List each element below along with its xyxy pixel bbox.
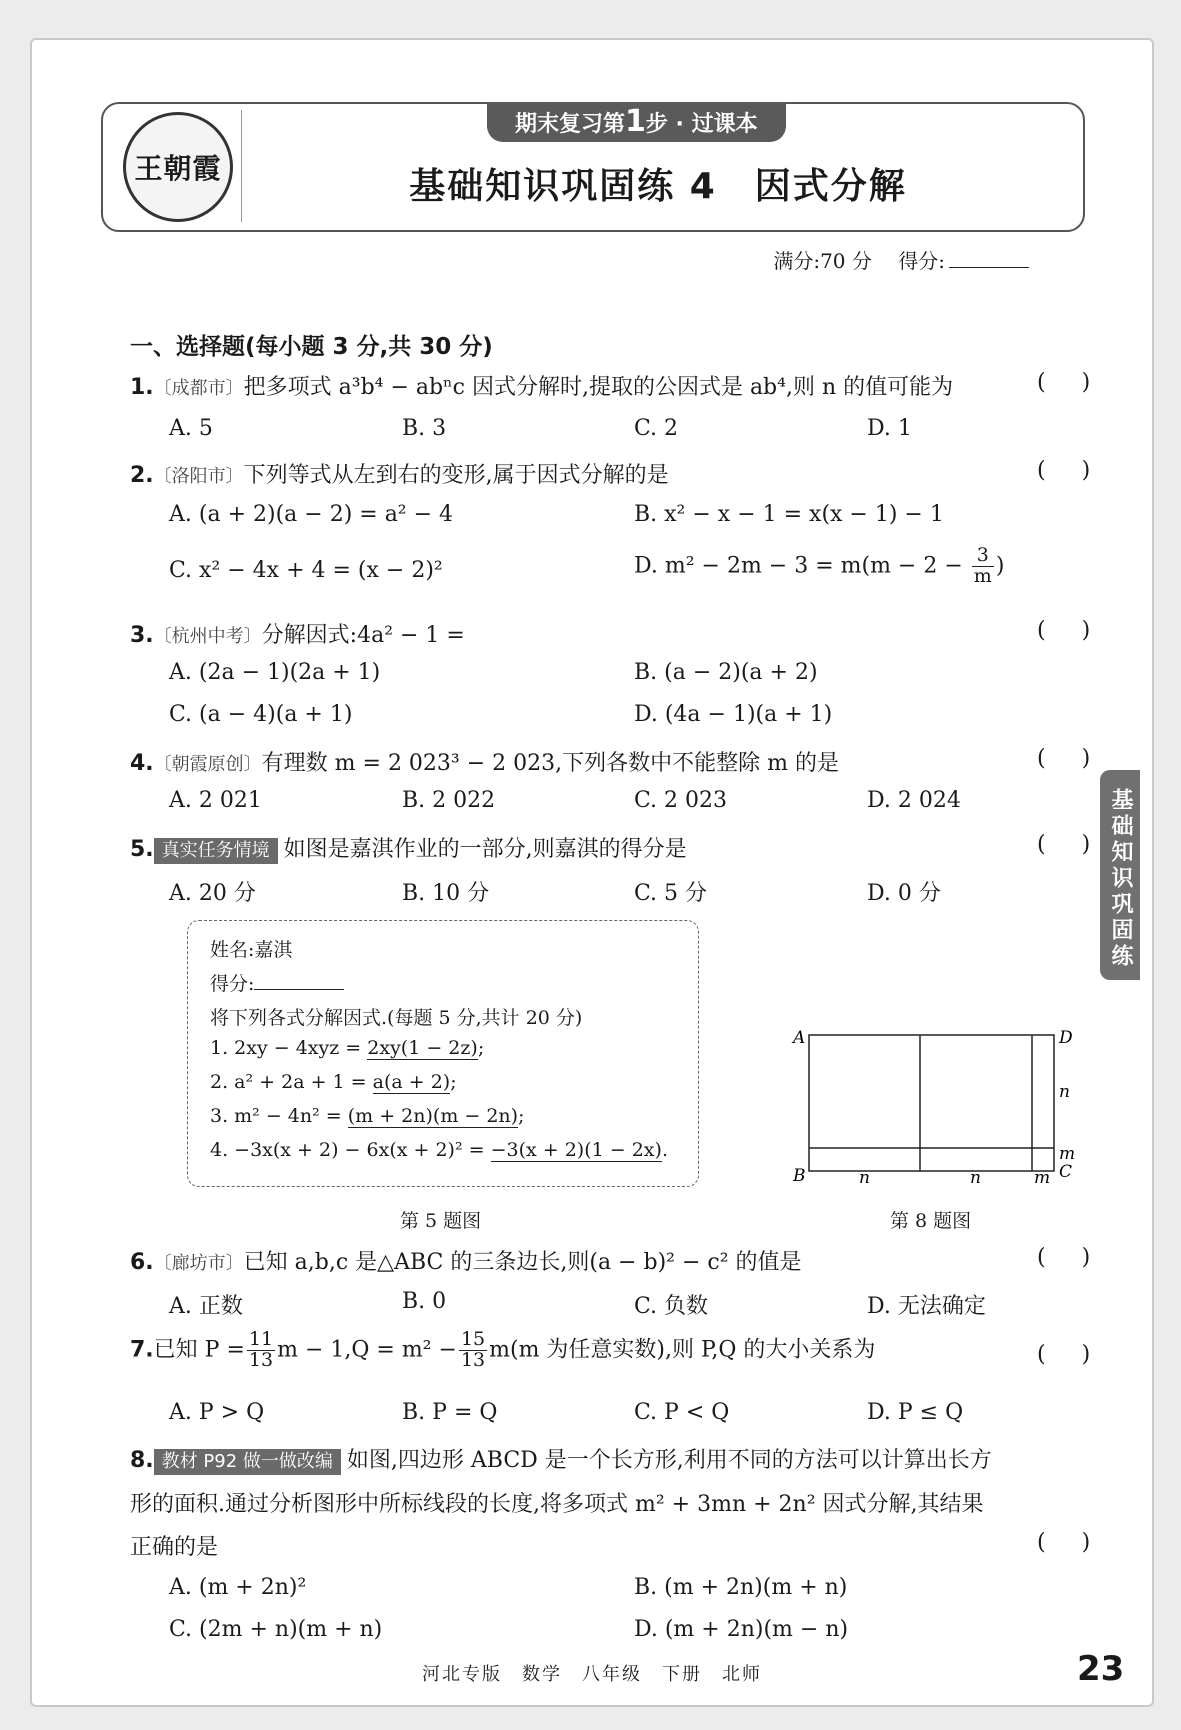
header-box [101, 102, 1085, 232]
question-number: 5. [130, 837, 154, 862]
option-b: B. 2 022 [402, 788, 496, 813]
question-source: 〔洛阳市〕 [153, 466, 244, 487]
homework-score [210, 969, 344, 996]
question-number: 4. [130, 751, 154, 776]
option-d: D. 2 024 [867, 788, 961, 813]
homework-figure [187, 920, 699, 1187]
question-text: 把多项式 a³b⁴ − abⁿc 因式分解时,提取的公因式是 ab⁴,则 n 的值可能为 [243, 375, 954, 400]
homework-item [210, 1037, 484, 1059]
full-score: 满分:70 分 [773, 249, 872, 273]
option-d-fraction [972, 546, 994, 587]
option-c: C. P < Q [634, 1400, 730, 1425]
label-a: A [793, 1028, 806, 1048]
option-d: D. (4a − 1)(a + 1) [634, 702, 833, 727]
option-d: D. 0 分 [867, 881, 941, 906]
answer-paren [1037, 1342, 1090, 1367]
homework-score-blank [254, 989, 344, 990]
answer-paren [1037, 370, 1090, 395]
option-d: D. (m + 2n)(m − n) [634, 1617, 849, 1642]
option-c: C. 2 023 [634, 788, 728, 813]
hw-end: . [661, 1139, 668, 1161]
question-2 [130, 458, 669, 489]
question-badge: 教材 P92 做一做改编 [154, 1449, 341, 1475]
question-number: 6. [130, 1250, 154, 1275]
option-a: A. 2 021 [169, 788, 262, 813]
brand-logo [123, 112, 233, 222]
hw-end: ; [450, 1071, 457, 1093]
question-number: 2. [130, 463, 154, 488]
option-b: B. (m + 2n)(m + n) [634, 1575, 848, 1600]
question-source: 〔朝霞原创〕 [153, 754, 262, 775]
label-c: C [1059, 1162, 1073, 1182]
question-number: 3. [130, 623, 154, 648]
option-b: B. (a − 2)(a + 2) [634, 660, 818, 685]
answer-paren [1037, 1530, 1090, 1555]
sidebar-tab[interactable]: 基础知识巩固练 [1100, 770, 1140, 980]
page-title: 基础知识巩固练 4 因式分解 [409, 166, 907, 207]
option-c: C. 负数 [634, 1294, 709, 1319]
hw-answer: 2xy(1 − 2z) [367, 1037, 478, 1059]
question-text: 如图,四边形 ABCD 是一个长方形,利用不同的方法可以计算出长方 [346, 1448, 992, 1473]
hw-end: ; [518, 1105, 525, 1127]
hw-answer: a(a + 2) [372, 1071, 451, 1093]
option-d [634, 546, 1004, 587]
fraction-11-13 [247, 1330, 275, 1371]
question-text: 分解因式:4a² − 1 = [261, 623, 465, 648]
question-text-mid: m − 1,Q = m² − [277, 1337, 457, 1363]
hw-question: 3. m² − 4n² = [210, 1105, 348, 1127]
rect-abcd [809, 1035, 1054, 1171]
option-b: B. P = Q [402, 1400, 498, 1425]
option-d-text: D. m² − 2m − 3 = m(m − 2 − [634, 553, 970, 579]
logo-divider [241, 110, 242, 222]
option-b: B. 0 [402, 1289, 447, 1314]
option-a: A. (m + 2n)² [169, 1575, 307, 1600]
hw-answer: −3(x + 2)(1 − 2x) [490, 1139, 662, 1161]
page [30, 38, 1154, 1707]
frac-num: 3 [972, 546, 994, 567]
question-8-line-3: 正确的是 [130, 1535, 219, 1560]
question-text-pre: 已知 P = [153, 1337, 245, 1363]
label-m-right: m [1059, 1144, 1076, 1164]
answer-paren [1037, 746, 1090, 771]
answer-paren [1037, 618, 1090, 643]
label-n-1: n [859, 1168, 870, 1188]
score-blank [949, 267, 1029, 268]
question-source: 〔成都市〕 [153, 378, 244, 399]
option-a: A. 20 分 [169, 881, 256, 906]
answer-paren [1037, 832, 1090, 857]
homework-item [210, 1139, 668, 1161]
option-a: A. 正数 [169, 1294, 243, 1319]
frac-den: m [973, 564, 992, 587]
option-c: C. (2m + n)(m + n) [169, 1617, 383, 1642]
option-a: A. P > Q [169, 1400, 265, 1425]
hw-question: 4. −3x(x + 2) − 6x(x + 2)² = [210, 1139, 491, 1161]
option-c: C. 5 分 [634, 881, 708, 906]
option-d: D. P ≤ Q [867, 1400, 964, 1425]
label-d: D [1059, 1028, 1073, 1048]
question-source: 〔杭州中考〕 [153, 626, 262, 647]
step-tag-num: 1 [625, 104, 646, 139]
answer-paren [1037, 1245, 1090, 1270]
figure-8-rectangle [787, 1015, 1087, 1195]
hw-question: 2. a² + 2a + 1 = [210, 1071, 373, 1093]
hw-end: ; [477, 1037, 485, 1059]
option-b: B. x² − x − 1 = x(x − 1) − 1 [634, 502, 944, 527]
question-source: 〔廊坊市〕 [153, 1253, 244, 1274]
question-1 [130, 370, 953, 401]
hw-question: 1. 2xy − 4xyz = [210, 1037, 368, 1059]
option-d: D. 1 [867, 416, 912, 441]
label-n-right: n [1059, 1082, 1070, 1102]
hw-answer: (m + 2n)(m − 2n) [347, 1105, 519, 1127]
logo-text: 王朝霞 [134, 152, 222, 185]
homework-item [210, 1071, 457, 1093]
question-badge: 真实任务情境 [154, 838, 278, 864]
step-tag [487, 102, 786, 142]
question-3 [130, 618, 465, 649]
question-text: 如图是嘉淇作业的一部分,则嘉淇的得分是 [283, 837, 687, 862]
label-m-bottom: m [1034, 1168, 1051, 1188]
figure-5-caption: 第 5 题图 [400, 1210, 482, 1232]
frac-den: 13 [248, 1348, 274, 1371]
homework-instruction: 将下列各式分解因式.(每题 5 分,共计 20 分) [210, 1007, 583, 1029]
question-6 [130, 1245, 802, 1276]
option-a: A. 5 [169, 416, 213, 441]
frac-den: 13 [460, 1348, 486, 1371]
question-5 [130, 832, 687, 864]
option-b: B. 3 [402, 416, 447, 441]
question-number: 8. [130, 1448, 154, 1473]
question-number: 1. [130, 375, 154, 400]
option-d: D. 无法确定 [867, 1294, 986, 1319]
option-c: C. 2 [634, 416, 679, 441]
homework-item [210, 1105, 525, 1127]
question-8-line-2: 形的面积.通过分析图形中所标线段的长度,将多项式 m² + 3mn + 2n² 因式分解,其结果 [130, 1492, 984, 1517]
question-text: 已知 a,b,c 是△ABC 的三条边长,则(a − b)² − c² 的值是 [243, 1250, 802, 1275]
option-d-tail: ) [995, 553, 1005, 579]
score-line [773, 245, 1029, 274]
question-number: 7. [130, 1337, 154, 1363]
figure-8-caption: 第 8 题图 [890, 1210, 972, 1232]
option-a: A. (2a − 1)(2a + 1) [169, 660, 381, 685]
frac-num: 11 [248, 1328, 274, 1350]
option-c: C. (a − 4)(a + 1) [169, 702, 353, 727]
homework-name: 姓名:嘉淇 [210, 939, 293, 961]
option-b: B. 10 分 [402, 881, 490, 906]
homework-score-label: 得分: [210, 973, 255, 995]
step-tag-post: 步 · 过课本 [645, 112, 758, 137]
fraction-15-13 [459, 1330, 487, 1371]
label-b: B [793, 1166, 806, 1186]
question-text: 下列等式从左到右的变形,属于因式分解的是 [243, 463, 669, 488]
question-4 [130, 746, 839, 777]
question-text: 有理数 m = 2 023³ − 2 023,下列各数中不能整除 m 的是 [261, 751, 839, 776]
page-number: 23 [1077, 1649, 1125, 1689]
option-a: A. (a + 2)(a − 2) = a² − 4 [169, 502, 454, 527]
answer-paren [1037, 458, 1090, 483]
question-8 [130, 1443, 992, 1475]
question-7 [130, 1330, 875, 1371]
frac-num: 15 [460, 1328, 486, 1350]
section-title: 一、选择题(每小题 3 分,共 30 分) [130, 334, 493, 360]
footer: 河北专版 数学 八年级 下册 北师 [422, 1664, 762, 1685]
label-n-2: n [970, 1168, 981, 1188]
step-tag-pre: 期末复习第 [515, 112, 626, 137]
question-text-post: m(m 为任意实数),则 P,Q 的大小关系为 [489, 1337, 876, 1363]
got-score-label: 得分: [898, 249, 945, 273]
option-c: C. x² − 4x + 4 = (x − 2)² [169, 558, 443, 583]
